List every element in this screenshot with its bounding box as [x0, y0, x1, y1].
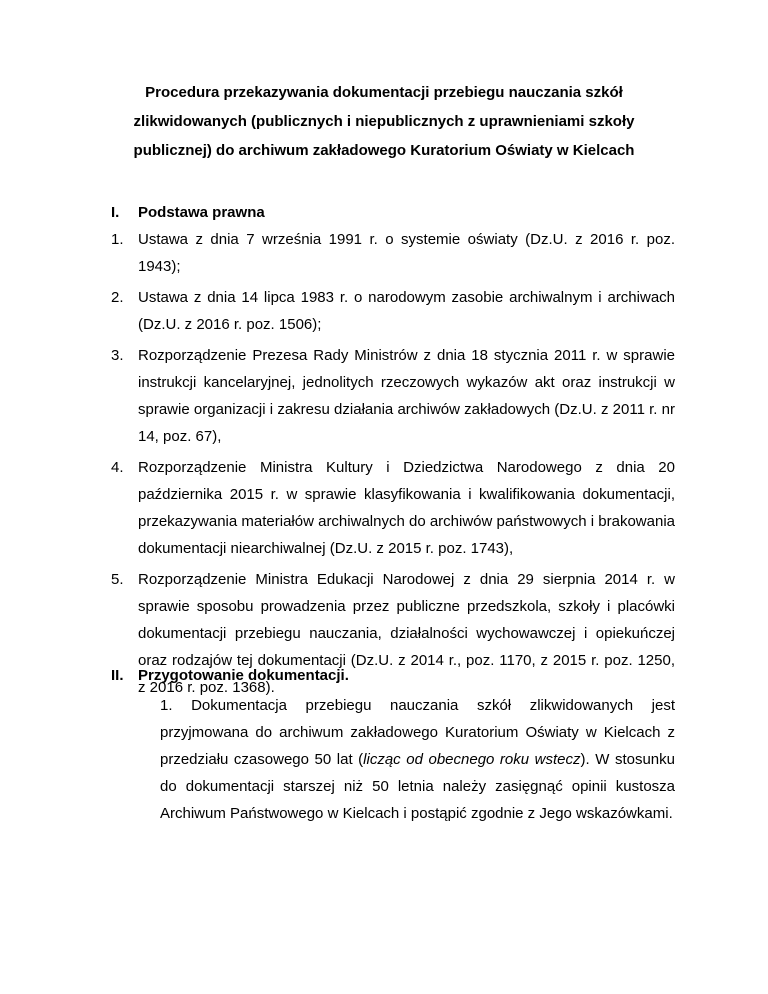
list-item-text: Rozporządzenie Prezesa Rady Ministrów z dnia 18 stycznia 2011 r. w sprawie instrukcji kancelaryjnej, jednolitych rzeczowych wykazów akt oraz instrukcji w sprawie organizacji i zakresu działania archiwów zakładowych (Dz.U. z 2011 r. nr 14, poz. 67), — [138, 347, 675, 445]
list-item-number: 3. — [111, 347, 124, 364]
legal-basis-list — [111, 226, 675, 705]
list-item-text: Rozporządzenie Ministra Kultury i Dziedzictwa Narodowego z dnia 20 października 2015 r. w sprawie klasyfikowania i kwalifikowania dokumentacji, przekazywania materiałów archiwalnych do archiwów państwowych i brakowania dokumentacji niearchiwalnej (Dz.U. z 2015 r. poz. 1743), — [138, 459, 675, 557]
section-number: II. — [111, 667, 124, 684]
list-item — [111, 454, 675, 562]
list-item-text-continued: ). W stosunku do dokumentacji starszej niż 50 letnia należy zasięgnąć opinii kustosza Archiwum Państwowego w Kielcach i postąpić zgodnie z Jego wskazówkami. — [160, 751, 675, 822]
section-title: Podstawa prawna — [138, 204, 265, 221]
list-item-text: Rozporządzenie Ministra Edukacji Narodowej z dnia 29 sierpnia 2014 r. w sprawie sposobu prowadzenia przez publiczne przedszkola, szkoły i placówki dokumentacji przebiegu nauczania, działalności wychowawczej i opiekuńczej oraz rodzajów tej dokumentacji (Dz.U. z 2014 r., poz. 1170, z 2015 r. poz. 1250, z 2016 r. poz. 1368). — [138, 571, 675, 696]
list-item-number: 2. — [111, 289, 124, 306]
list-item — [111, 226, 675, 280]
preparation-list — [160, 692, 675, 827]
document-title: Procedura przekazywania dokumentacji przebiegu nauczania szkół zlikwidowanych (publicznych i niepublicznych z uprawnieniami szkoły publicznej) do archiwum zakładowego Kuratorium Oświaty w Kielcach — [133, 84, 635, 159]
section-title: Przygotowanie dokumentacji. — [138, 667, 349, 684]
list-item-text: Dokumentacja przebiegu nauczania szkół zlikwidowanych jest przyjmowana do archiwum zakładowego Kuratorium Oświaty w Kielcach z przedziału czasowego 50 lat ( — [160, 697, 675, 768]
list-item — [111, 342, 675, 450]
list-item-text: Ustawa z dnia 7 września 1991 r. o systemie oświaty (Dz.U. z 2016 r. poz. 1943); — [138, 231, 675, 275]
list-item-number: 1. — [160, 697, 173, 714]
list-item — [111, 284, 675, 338]
list-item-emphasis: licząc od obecnego roku wstecz — [363, 751, 581, 768]
list-item-number: 4. — [111, 459, 124, 476]
section-number: I. — [111, 204, 120, 221]
list-item — [160, 692, 675, 827]
list-item-number: 1. — [111, 231, 124, 248]
list-item-text: Ustawa z dnia 14 lipca 1983 r. o narodowym zasobie archiwalnym i archiwach (Dz.U. z 2016 r. poz. 1506); — [138, 289, 675, 333]
list-item-number: 5. — [111, 571, 124, 588]
